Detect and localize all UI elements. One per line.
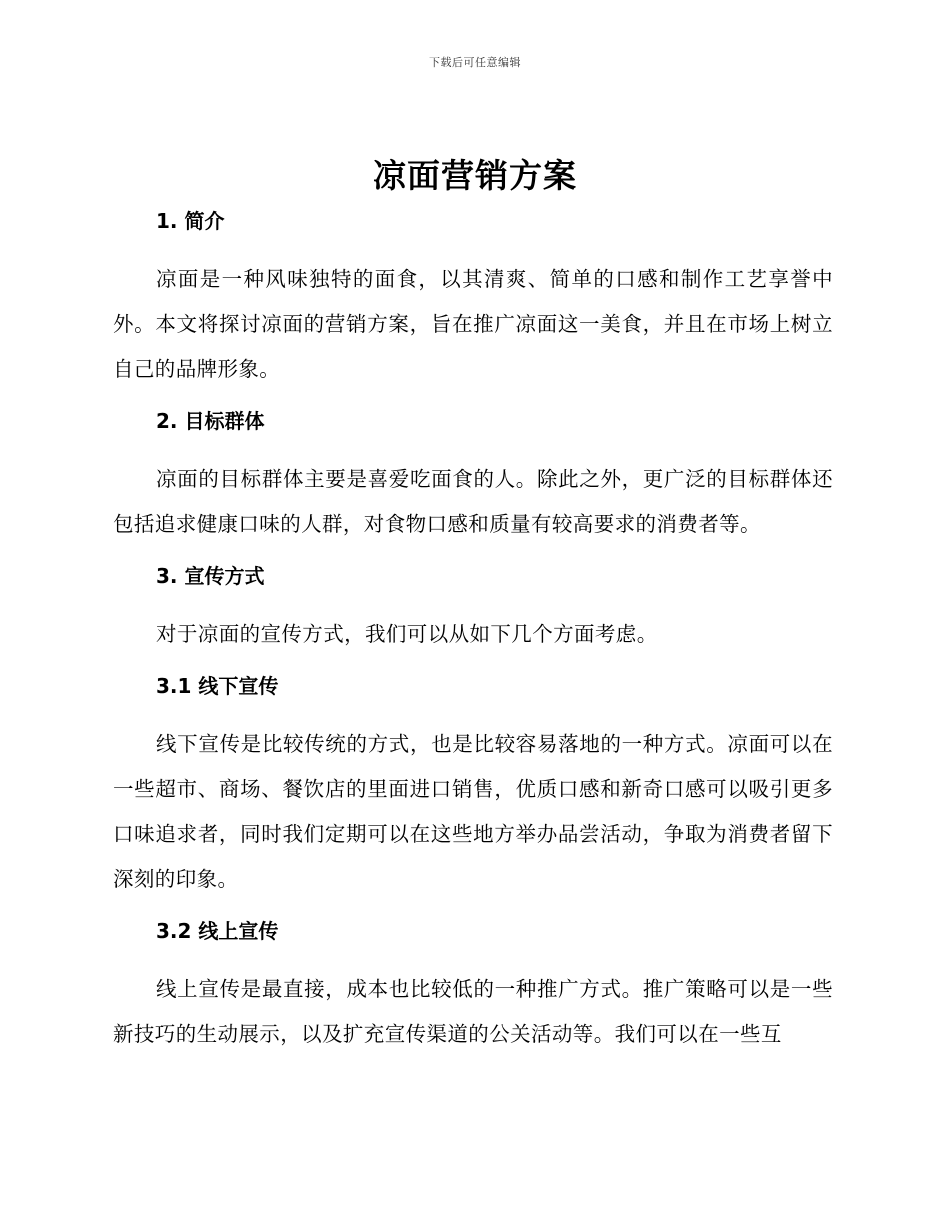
document-body [113, 203, 833, 1057]
section-paragraph-promotion-methods: 对于凉面的宣传方式，我们可以从如下几个方面考虑。 [156, 622, 658, 646]
section-paragraph-intro: 凉面是一种风味独特的面食，以其清爽、简单的口感和制作工艺享誉中外。本文将探讨凉面的营销方案，旨在推广凉面这一美食，并且在市场上树立自己的品牌形象。 [113, 267, 833, 381]
section-heading-intro: 1. 简介 [156, 209, 225, 233]
section-heading-online-promotion: 3.2 线上宣传 [156, 919, 279, 943]
section-paragraph-online-promotion: 线上宣传是最直接，成本也比较低的一种推广方式。推广策略可以是一些新技巧的生动展示，以及扩充宣传渠道的公关活动等。我们可以在一些互 [113, 977, 833, 1046]
section-heading-promotion-methods: 3. 宣传方式 [156, 564, 265, 588]
section-paragraph-offline-promotion: 线下宣传是比较传统的方式，也是比较容易落地的一种方式。凉面可以在一些超市、商场、餐饮店的里面进口销售，优质口感和新奇口感可以吸引更多口味追求者，同时我们定期可以在这些地方举办品尝活动，争取为消费者留下深刻的印象。 [113, 732, 833, 891]
document-title: 凉面营销方案 [373, 156, 577, 195]
section-paragraph-target-audience: 凉面的目标群体主要是喜爱吃面食的人。除此之外，更广泛的目标群体还包括追求健康口味的人群，对食物口感和质量有较高要求的消费者等。 [113, 467, 833, 536]
section-heading-offline-promotion: 3.1 线下宣传 [156, 674, 279, 698]
section-heading-target-audience: 2. 目标群体 [156, 409, 265, 433]
header-note: 下载后可任意编辑 [429, 56, 521, 69]
